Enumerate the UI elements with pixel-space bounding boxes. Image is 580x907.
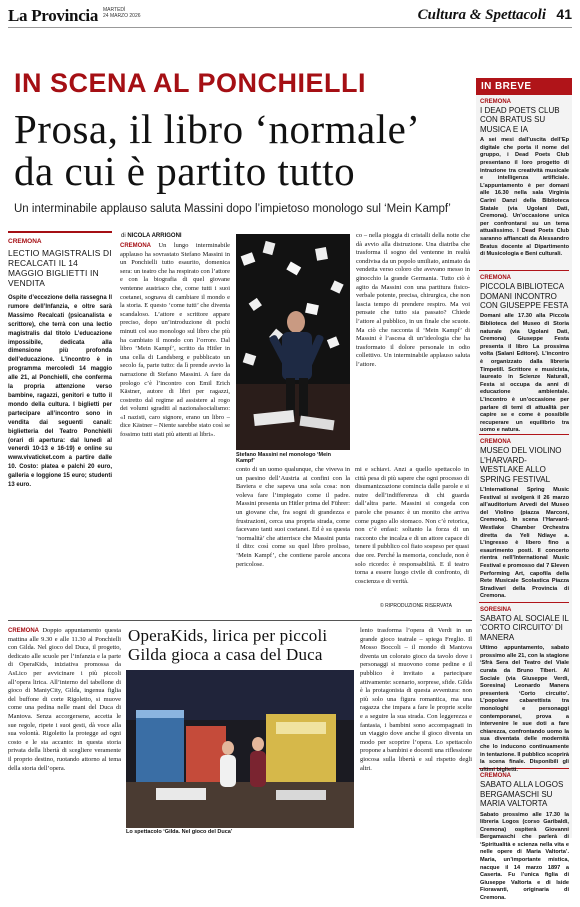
dateline: CREMONA (8, 628, 39, 634)
opera-headline[interactable] (128, 626, 352, 664)
byline (121, 233, 182, 239)
brief-location: CREMONA (480, 275, 511, 282)
photo-gilda[interactable] (126, 670, 354, 828)
brief-museo-violino[interactable] (476, 435, 572, 602)
brief-body: Ultimo appuntamento, sabato prossimo alle 21, con la stagione ‘Sfrà Sera del Teatro del Viale curata da Bruno Tiberi. Al Sociale (via Giuseppe Verdi, Soresina) Leonardo Manera presenterà ‘Corto circuito’. L’popolare cabarettista tra monologhi e personaggi contemporanei, prova a intervenire le sue doti a fare chiarezza, confrontando uomo la sua diventata delle modernità che lo inducono continuamente in tentazione. Il pubblico scoprirà la scena finale. Disponibili gli ultimi biglietti. (480, 645, 569, 773)
photo-gilda-caption: Lo spettacolo ‘Gilda. Nel gioco del Duca’ (126, 829, 233, 835)
brief-title: SABATO ALLA LOGOS BERGAMASCHI SU MARIA VALTORTA (480, 780, 564, 809)
dateline: CREMONA (120, 243, 151, 249)
headline-line-2: da cui è partito tutto (14, 148, 356, 194)
story-column-4: mi e schiavi. Anzi a quello spettacolo in città pesa di più sapere che ogni processo di disumanizzazione comincia dalle parole e si nutre dell’indifferenza di chi guarda dall’altra parte. Massini si congeda con parole che pesano: è un monito che arriva come pugno allo stomaco. Non c’è retorica, non c’è enfasi: soltanto la forza di un racconto che incalza e di un attore capace di tenere il pubblico col fiato sospeso per quasi due ore. Perché la memoria, conclude, non è solo ricordo: è responsabilità. E il teatro torna a essere luogo civile di confronto, di coscienza e di verità. (355, 466, 469, 585)
masthead (8, 4, 572, 28)
brief-body: Sabato prossimo alle 17.30 la libreria Logos (corso Garibaldi, Cremona) ospiterà Giovanni Bergamaschi che parlerà di ‘Spiritualità e scienza nella vita e nelle opere di Maria Valtorta’. Maria, un’importante mistica, nacque il 14 marzo 1897 a Caserta. Fu l’unica figlia di Giuseppe Valtorta e di Iside Fioravanti, originaria di Cremona. (480, 811, 569, 902)
sidebox-title: LECTIO MAGISTRALIS DI RECALCATI IL 14 MAGGIO BIGLIETTI IN VENDITA (8, 248, 112, 288)
opera-column-1-text: Doppio appuntamento questa mattina alle 9.30 e alle 11.30 al Ponchielli con Gilda. Nel gioco del Duca, il progetto, dedicato alle scuole per l’infanzia e la parte di OperaKids, iniziativa promossa da AsLico per avvicinare i più piccoli all’opera lirica. All’interno del tabellone di gioco di ManiyCity, Gilda, ingenua figlia del buffone di corte Rigoletto, si muove come una pedina nelle mani del Duca di Mantova. Senza accorgersene, accetta le sue regole, ripete i suoi gesti, dà voce alla sua volontà. Rigoletto la protegge ad ogni costo e le sta accanto: in questa storia privata della libertà di scegliere veramente il proprio destino, ruotando attorno al tema della storia dell’opera. (8, 627, 121, 772)
brief-piccola-biblioteca[interactable] (476, 271, 572, 434)
news-briefs-sidebar (476, 78, 572, 902)
brief-title: I DEAD POETS CLUB CON BRATUS SU MUSICA E IA (480, 106, 560, 134)
brief-title: SABATO AL SOCIALE IL ‘CORTO CIRCUITO’ DI MANERA (480, 614, 569, 642)
opera-headline-line-2: Gilda gioca a casa del Duca (128, 645, 323, 664)
story-column-3: co – nella pioggia di cristalli della notte che dà avvio alla distruzione. Una diatriba che trasforma il sogno del ventenne in realtà condivisa da un popolo umiliato, animato da vendetta verso coloro che avevano messo in ginocchio la grande Germania. Tutto ciò è agito da Massini con una partitura fisico-verbale potente, precisa, chirurgica, che non lascia tempo di prendere respiro. Ma voi pensate che tutto sia passato? Chiede l’attore al pubblico, in un finale che scuote. Ma ciò che racconta il ‘Mein Kampf’ di Massini è l’ascesa di un’ideologia che ha trasformato il dolore personale in odio collettivo. Un interminabile applauso saluta l’attore. (356, 232, 470, 368)
in-breve-header: IN BREVE (476, 78, 572, 95)
issue-date-text: 24 MARZO 2026 (103, 13, 141, 19)
brief-dead-poets[interactable] (476, 95, 572, 270)
story-kicker: IN SCENA AL PONCHIELLI (14, 68, 367, 98)
story-headline[interactable] (14, 108, 470, 192)
brief-body: L’International Spring Music Festival si svolgerà il 26 marzo all’auditorium Arvedi del Museo del Violino (piazza Marconi, Cremona). In scena l’Harvard-Westlake Chamber Orchestra diretta da Yeli Ndiaye a. L’ingresso è libero fino a esaurimento posti. Il concerto rientra nell’International Music Festival e promosso dal 7 Eleven Performing Art, capofila della Rete Musicale Scolastica Piazza Stradivari della Provincia di Cremona. (480, 487, 569, 600)
opera-column-2: lento trasforma l’opera di Verdi in un grande gioco teatrale – spiega Freglio. Il Mosso Boccoli – il mondo di Mantova diventa un colorato gioco da tavolo dove i personaggi si muovono come pedine e il pubblico è invitato a partecipare attivamente: scenario, sorprese, sfide. Gilda è la protagonista di questa avventura: non più solo una figura romantica, ma una ragazza che impara a fare le proprie scelte e a seguire la sua strada. Con leggerezza e fantasia, i bambini sono accompagnati in un viaggio dove anche il gioco diventa un modo per scoprire l’opera. Lo spettacolo propone a bambini e docenti una riflessione giocosa sulla libertà e sul rispetto degli altri. (360, 627, 472, 772)
section-name[interactable]: Cultura & Spettacoli (417, 7, 546, 23)
sidebox-body: Ospite d’eccezione della rassegna Il rumore dell’Infanzia, e oltre sarà Massimo Recalcati (psicanalista e scrittore), che terrà con una lectio magistralis dal titolo L’educazione impossibile, dedicata alla dimensione più profonda dell’educazione. L’incontro è in programma mercoledì 14 maggio alle 21, al Ponchielli, che conferma la propria attenzione verso bambine, ragazzi, genitori e tutto il mondo della cultura. I biglietti per partecipare all’incontro sono in vendita dai seguenti canali: biglietteria del Teatro Ponchielli (orari di apertura: dal lunedì al venerdì 10-13 e 16-19) e online su www.vivaticket.com a partire dalle 10. Costo: platea e palchi 20 euro, galleria e loggione 15 euro; studenti 13 euro. (8, 295, 112, 489)
photo-massini[interactable] (236, 234, 350, 450)
column-1-text: Un lungo interminabile applauso ha sovrastato Stefano Massini in un Ponchielli tutto esaurito, domenica sera: un teatro che ha respirato con l’attore e con la biografia di quel giovane ventenne austriaco che, come tutti i suoi coetanei, sognava di cambiare il mondo e la storia. E questo ‘come tutti’ che diventa scandaloso. L’attore e scrittore appare preciso, dopo un’introduzione di pochi minuti col suo monologo sul libro che più ha cambiato il mondo con l’orrore. Dal libro ‘Mein Kampf’, scritto da Hitler in una cella di Landsberg e pubblicato un secolo fa, parte tutto: da lì prende avvio la narrazione di Stefano Massini. A fare da prologo c’è l’incontro con Emil Erich Kästner, autore di libri per ragazzi, costretto dal regime ad assistere al rogo dei volumi sgraditi al nazionalsocialismo: «I nazisti, caro signore, erano un libro – dice Kästner – Niente sarebbe stato così se fossimo tutti stati più attenti ai libri». (120, 242, 230, 439)
photo-gilda-illustration (126, 670, 354, 828)
copyright-notice: © RIPRODUZIONE RISERVATA (380, 603, 452, 609)
byline-author: NICOLA ARRIGONI (127, 233, 182, 239)
opera-column-1 (8, 627, 121, 839)
issue-day: MARTEDÌ (103, 7, 126, 13)
brief-body: Domani alle 17.30 alla Piccola Biblioteca del Museo di Storia naturale (via Ugolani Dati, Cremona) Giuseppe Festa presenta il libro La prossima volta (Salani Editore). L’incontro è organizzato dalla libreria Timpetill. Scrittore e musicista, laureato in Scienze Naturali, Festa si occupa da anni di educazione ambientale. L’incontro è un’occasione per parlare di temi di attualità per capire se e come è possibile recuperare un equilibrio tra uomo e natura. (480, 313, 569, 434)
brief-sociale-manera[interactable] (476, 603, 572, 773)
story-column-2: conto di un uomo qualunque, che viveva in un paesino dell’Austria ai confini con la Baviera e che sapeva una sola cosa: non voleva fare l’impiegato come il padre. Massini presenta un Hitler prima del Führer: un giovane che, fra sogni di grandezza e frustrazioni, cerca una propria strada, come facevano tanti suoi coetanei. Ed è su questa ‘normalità’ che atterrisce che Massini punta il dito: così come su quel libro prolisso, ‘Mein Kampf’, che contiene parole ancora pericolose. (236, 466, 350, 568)
story-subheadline: Un interminabile applauso saluta Massini dopo l’impietoso monologo sul ‘Mein Kampf’ (14, 203, 451, 215)
photo-massini-illustration (236, 234, 350, 450)
headline-line-1: Prosa, il libro ‘normale’ (14, 106, 421, 152)
brief-title: MUSEO DEL VIOLINO L’HARVARD-WESTLAKE ALLO SPRING FESTIVAL (480, 446, 562, 484)
brief-location: CREMONA (480, 773, 511, 780)
page-number: 41 (556, 6, 572, 22)
brief-logos-valtorta[interactable] (476, 769, 572, 906)
brief-title: PICCOLA BIBLIOTECA DOMANI INCONTRO CON GIUSEPPE FESTA (480, 282, 569, 311)
brief-location: SORESINA (480, 607, 512, 614)
issue-date (103, 7, 141, 19)
section-divider (8, 620, 472, 621)
byline-prefix: di (121, 233, 126, 239)
sidebox-recalcati[interactable] (8, 231, 112, 615)
story-column-1 (120, 242, 230, 598)
sidebox-location: CREMONA (8, 238, 42, 245)
photo-massini-caption: Stefano Massini nel monologo ‘Mein Kampf’ (236, 452, 332, 464)
brief-body: A sei mesi dall’uscita dell’Ep digitale che porta il nome del gruppo, i Dead Poets Club presentano il loro progetto di intrazione tra creatività musicale e intelligenza artificiale. L’appuntamento è per domani alle 16.30 nella sala Virginia Carini Danzi della Biblioteca Statale (via Ugolani Dati, Cremona). Un’occasione unica per confrontarsi su un tema attualissimo. I Dead Poets Club saranno affiancati da Alessandro Bratus docente al Dipartimento di Musicologia e Beni culturali. (480, 137, 569, 258)
brief-location: CREMONA (480, 439, 511, 446)
newspaper-logo[interactable]: La Provincia (8, 6, 99, 25)
opera-headline-line-1: OperaKids, lirica per piccoli (128, 626, 328, 645)
brief-location: CREMONA (480, 99, 511, 105)
